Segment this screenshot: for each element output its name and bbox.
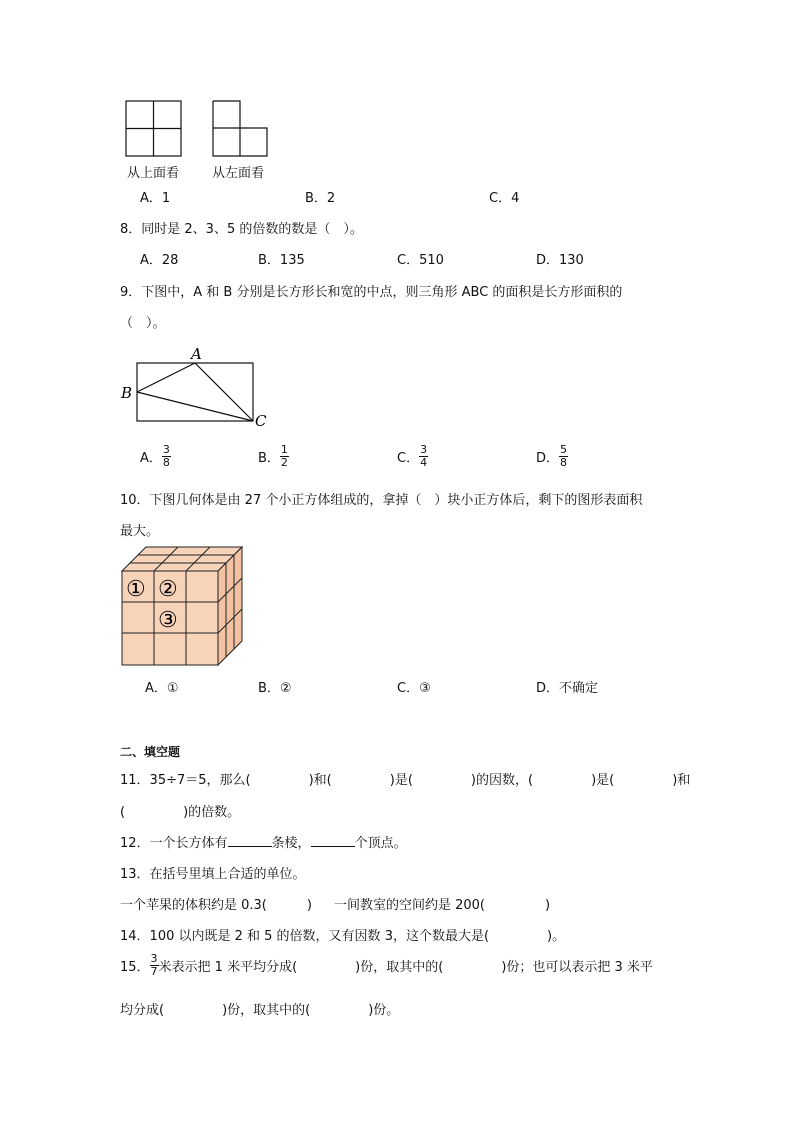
label-c: C (255, 412, 267, 430)
q14-line: 14．100 以内既是 2 和 5 的倍数，又有因数 3，这个数最大是( )。 (120, 929, 566, 944)
q9-option-d[interactable]: D． $\frac{5}{8}$ (536, 443, 568, 469)
q10-stem-line2: 最大。 (120, 524, 160, 539)
q9-stem-line2: （ ）。 (120, 316, 166, 331)
q10-stem-line1: 10．下图几何体是由 27 个小正方体组成的，拿掉（ ）块小正方体后，剩下的图形表面积 (120, 493, 643, 508)
cube-label-3: ③ (158, 608, 178, 633)
q7-option-a[interactable]: A．1 (140, 191, 171, 206)
label-b: B (121, 384, 133, 402)
q7-option-c[interactable]: C．4 (489, 191, 520, 206)
q9-option-a[interactable]: A． $\frac{3}{8}$ (140, 443, 170, 469)
q13-stem: 13．在括号里填上合适的单位。 (120, 867, 306, 882)
q10-option-d[interactable]: D．不确定 (536, 681, 599, 696)
q12-blank-edges[interactable] (228, 834, 272, 847)
q8-option-b[interactable]: B．135 (258, 253, 305, 268)
q9-stem-line1: 9．下图中，A 和 B 分别是长方形长和宽的中点，则三角形 ABC 的面积是长方形面积的 (120, 285, 623, 300)
label-a: A (191, 345, 202, 363)
q10-option-c[interactable]: C．③ (397, 681, 431, 696)
rectangle-triangle-figure (115, 340, 275, 432)
q15-line1: 15． $\frac{3}{7}$ 米表示把 1 米平均分成( )份，取其中的( )份；也可以表示把 3 米平 (120, 952, 653, 978)
top-view-figure (125, 100, 183, 158)
top-view-caption: 从上面看 (127, 166, 180, 181)
q15-line2: 均分成( )份，取其中的( )份。 (120, 1003, 400, 1018)
q9-option-c[interactable]: C． $\frac{3}{4}$ (397, 443, 428, 469)
q11-line1: 11．35÷7＝5，那么( )和( )是( )的因数，( )是( )和 (120, 773, 691, 788)
left-view-figure (212, 100, 268, 158)
q10-option-b[interactable]: B．② (258, 681, 292, 696)
q13-line2: 一个苹果的体积约是 0.3( ) 一间教室的空间约是 200( ) (120, 898, 551, 913)
section-title: 二、填空题 (120, 745, 181, 759)
q9-option-b[interactable]: B． $\frac{1}{2}$ (258, 443, 288, 469)
q10-option-a[interactable]: A．① (145, 681, 179, 696)
q12-line: 12．一个长方体有 条棱， 个顶点。 (120, 836, 407, 851)
q8-option-a[interactable]: A．28 (140, 253, 179, 268)
q8-stem: 8．同时是 2、3、5 的倍数的数是（ ）。 (120, 222, 363, 237)
q12-blank-vertices[interactable] (311, 834, 355, 847)
cube-figure (118, 543, 248, 667)
cube-label-2: ② (158, 577, 178, 602)
cube-label-1: ① (126, 577, 146, 602)
q8-option-c[interactable]: C．510 (397, 253, 444, 268)
left-view-caption: 从左面看 (212, 166, 265, 181)
q7-option-b[interactable]: B．2 (305, 191, 336, 206)
q11-line2: ( )的倍数。 (120, 805, 241, 820)
q8-option-d[interactable]: D．130 (536, 253, 584, 268)
